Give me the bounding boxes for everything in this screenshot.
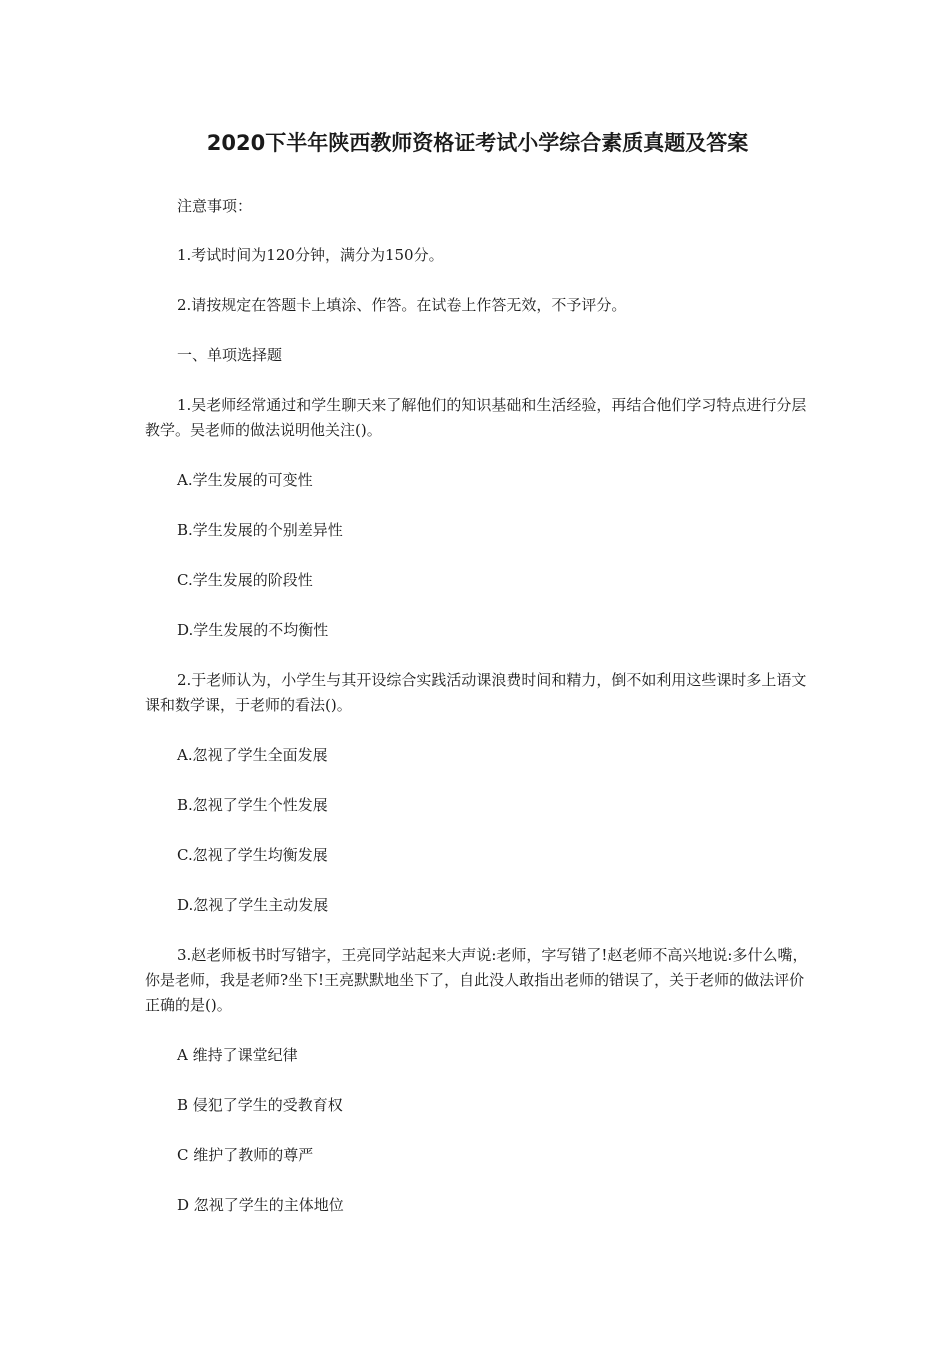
question-2-stem: 2.于老师认为，小学生与其开设综合实践活动课浪费时间和精力，倒不如利用这些课时多上语文课和数学课，于老师的看法()。 [145, 671, 807, 714]
question-3-option-a: A 维持了课堂纪律 [177, 1046, 298, 1064]
question-1-stem: 1.吴老师经常通过和学生聊天来了解他们的知识基础和生活经验，再结合他们学习特点进行分层教学。吴老师的做法说明他关注()。 [145, 396, 807, 439]
question-2-option-a: A.忽视了学生全面发展 [177, 746, 328, 764]
question-1-option-c: C.学生发展的阶段性 [177, 571, 313, 589]
question-1-option-d: D.学生发展的不均衡性 [177, 621, 329, 639]
question-3-option-b: B 侵犯了学生的受教育权 [177, 1096, 343, 1114]
question-2-option-c: C.忽视了学生均衡发展 [177, 846, 328, 864]
section-heading: 一、单项选择题 [177, 346, 283, 364]
question-3-option-c: C 维护了教师的尊严 [177, 1146, 314, 1164]
notice-item-1: 1.考试时间为120分钟，满分为150分。 [177, 246, 444, 264]
question-2-option-b: B.忽视了学生个性发展 [177, 796, 328, 814]
notice-heading: 注意事项： [177, 197, 253, 215]
question-1-option-a: A.学生发展的可变性 [177, 471, 313, 489]
question-2-option-d: D.忽视了学生主动发展 [177, 896, 329, 914]
question-1-option-b: B.学生发展的个别差异性 [177, 521, 343, 539]
document-title: 2020下半年陕西教师资格证考试小学综合素质真题及答案 [206, 131, 749, 155]
notice-item-2: 2.请按规定在答题卡上填涂、作答。在试卷上作答无效，不予评分。 [177, 296, 627, 314]
question-3-option-d: D 忽视了学生的主体地位 [177, 1196, 344, 1214]
question-3-stem: 3.赵老师板书时写错字，王亮同学站起来大声说:老师，字写错了!赵老师不高兴地说:多什么嘴，你是老师，我是老师?坐下!王亮默默地坐下了，自此没人敢指出老师的错误了，关于老师的做法评价正确的是()。 [145, 946, 808, 1014]
